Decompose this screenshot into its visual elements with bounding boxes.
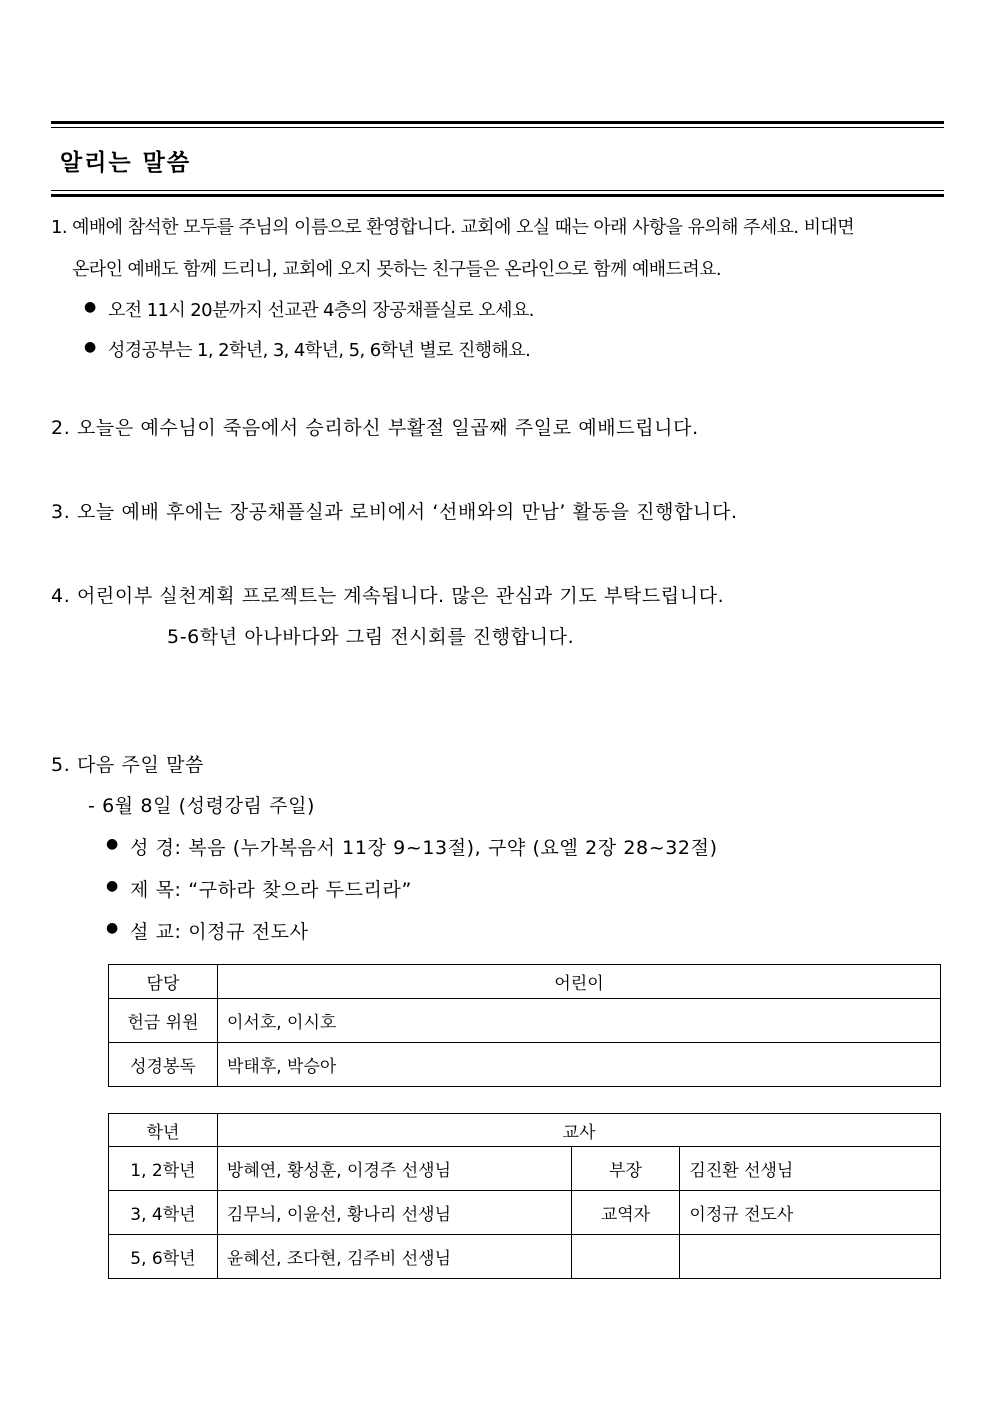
notice-5-bullet: ● 설 교: 이정규 전도사 [130, 917, 309, 944]
table-row [109, 999, 941, 1043]
notice-1-bullet: ● 성경공부는 1, 2학년, 3, 4학년, 5, 6학년 별로 진행해요. [108, 336, 530, 362]
top-rule-thin [51, 127, 944, 128]
table-cell: 윤혜선, 조다현, 김주비 선생님 [217, 1235, 571, 1279]
notice-1-line-1: 1. 예배에 참석한 모두를 주님의 이름으로 환영합니다. 교회에 오실 때는 아래 사항을 유의해 주세요. 비대면 [51, 217, 855, 238]
table-cell: 이서호, 이시호 [217, 999, 940, 1043]
table-row [109, 1235, 941, 1279]
table-cell: 김무늬, 이윤선, 황나리 선생님 [217, 1191, 571, 1235]
notice-5-date: - 6월 8일 (성령강림 주일) [88, 795, 316, 817]
table-row [109, 1043, 941, 1087]
table-header-cell: 담당 [109, 965, 218, 999]
mid-rule-thin [51, 190, 944, 191]
mid-rule-thick [51, 194, 944, 197]
notice-1-bullet: ● 오전 11시 20분까지 선교관 4층의 장공채플실로 오세요. [108, 296, 534, 322]
table-cell: 3, 4학년 [109, 1191, 218, 1235]
notice-4-line-1: 4. 어린이부 실천계획 프로젝트는 계속됩니다. 많은 관심과 기도 부탁드립니다. [51, 585, 725, 607]
table-cell: 성경봉독 [109, 1043, 218, 1087]
table-cell [571, 1235, 680, 1279]
table-cell: 이정규 전도사 [680, 1191, 941, 1235]
table-row [109, 1191, 941, 1235]
notice-5-title: 5. 다음 주일 말씀 [51, 754, 204, 776]
table-header-row [109, 1114, 941, 1147]
notice-1-line-2: 온라인 예배도 함께 드리니, 교회에 오지 못하는 친구들은 온라인으로 함께 예배드려요. [72, 259, 722, 280]
table-cell: 방혜연, 황성훈, 이경주 선생님 [217, 1147, 571, 1191]
notice-5-bullet: ● 제 목: “구하라 찾으라 두드리라” [130, 875, 412, 902]
table-cell: 1, 2학년 [109, 1147, 218, 1191]
table-header-cell: 교사 [217, 1114, 940, 1147]
table-cell: 헌금 위원 [109, 999, 218, 1043]
table-cell: 박태후, 박승아 [217, 1043, 940, 1087]
notice-4-line-2: 5-6학년 아나바다와 그림 전시회를 진행합니다. [167, 626, 575, 648]
top-rule-thick [51, 121, 944, 124]
table-cell: 5, 6학년 [109, 1235, 218, 1279]
notice-5-bullet: ● 성 경: 복음 (누가복음서 11장 9~13절), 구약 (요엘 2장 28~32절) [130, 833, 718, 860]
teacher-table [108, 1113, 941, 1279]
table-cell: 교역자 [571, 1191, 680, 1235]
table-cell: 부장 [571, 1147, 680, 1191]
table-row [109, 1147, 941, 1191]
table-header-cell: 어린이 [217, 965, 940, 999]
table-cell: 김진환 선생님 [680, 1147, 941, 1191]
notice-3: 3. 오늘 예배 후에는 장공채플실과 로비에서 ‘선배와의 만남’ 활동을 진행합니다. [51, 501, 738, 523]
table-cell [680, 1235, 941, 1279]
duty-table [108, 964, 941, 1087]
table-header-cell: 학년 [109, 1114, 218, 1147]
notice-2: 2. 오늘은 예수님이 죽음에서 승리하신 부활절 일곱째 주일로 예배드립니다. [51, 417, 699, 439]
table-header-row [109, 965, 941, 999]
page-title: 알리는 말씀 [60, 150, 192, 176]
